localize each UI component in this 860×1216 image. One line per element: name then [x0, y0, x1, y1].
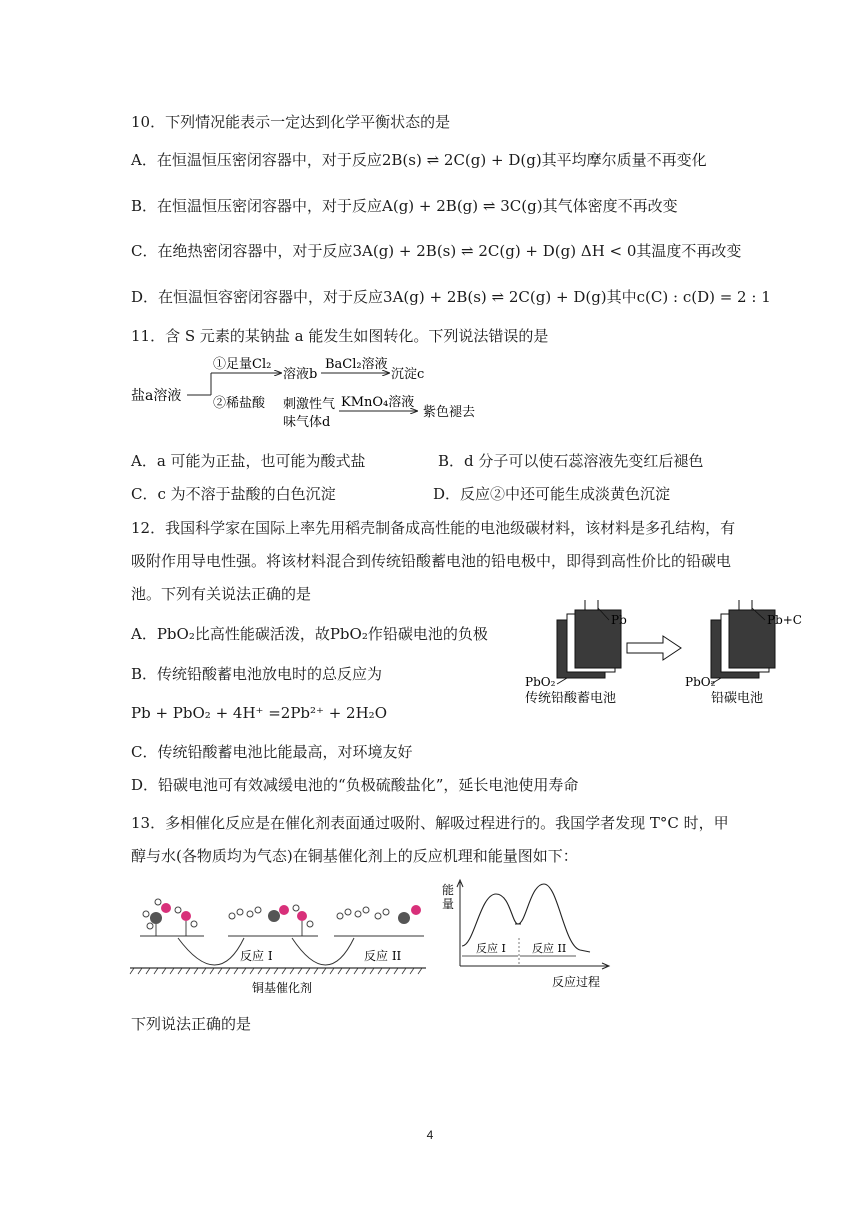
q12-stem-3: 池。下列有关说法正确的是	[131, 585, 312, 603]
q12-battery-figure	[515, 598, 815, 710]
right-pbc-label: Pb+C	[767, 613, 802, 627]
purple-fade: 紫色褪去	[423, 405, 476, 420]
q10-option-d: D．在恒温恒容密闭容器中，对于反应3A(g) + 2B(s) ⇌ 2C(g) + D(g)其中c(C) : c(D) = 2 : 1	[131, 288, 771, 306]
x-axis-label: 反应过程	[552, 975, 601, 989]
left-pbo2-label: PbO₂	[525, 675, 556, 689]
left-caption: 传统铅酸蓄电池	[525, 691, 617, 706]
energy-label-1: 能	[442, 883, 455, 897]
methanol-molecule	[143, 899, 171, 936]
q13-tail: 下列说法正确的是	[131, 1015, 252, 1033]
q12-option-d: D．铅碳电池可有效减缓电池的“负极硫酸盐化”，延长电池使用寿命	[131, 776, 579, 794]
reagent-cl2: ①足量Cl₂	[213, 357, 272, 372]
q10-option-b: B．在恒温恒压密闭容器中，对于反应A(g) + 2B(g) ⇌ 3C(g)其气体密度不再改变	[131, 197, 678, 215]
gas-d-line1: 刺激性气	[283, 397, 336, 412]
q13-mechanism-figure	[128, 880, 428, 998]
q11-option-a: A．a 可能为正盐，也可能为酸式盐	[131, 452, 366, 470]
precipitate-c: 沉淀c	[391, 367, 425, 382]
q11-option-d: D．反应②中还可能生成淡黄色沉淀	[433, 485, 671, 503]
intermediate-molecules	[229, 905, 313, 936]
q11-flow-diagram	[125, 352, 505, 434]
reagent-hcl: ②稀盐酸	[213, 396, 266, 411]
q11-option-c: C．c 为不溶于盐酸的白色沉淀	[131, 485, 336, 503]
energy-label-2: 量	[442, 897, 455, 911]
right-caption: 铅碳电池	[711, 691, 764, 706]
q10-option-a: A．在恒温恒压密闭容器中，对于反应2B(s) ⇌ 2C(g) + D(g)其平均摩尔质量不再变化	[131, 151, 707, 169]
reaction-1-label: 反应 I	[240, 949, 273, 963]
reaction-1-arrow	[178, 938, 244, 965]
q10-stem: 10．下列情况能表示一定达到化学平衡状态的是	[131, 113, 451, 131]
solution-b: 溶液b	[283, 367, 318, 382]
reagent-kmno4: KMnO₄溶液	[341, 395, 415, 410]
q12-option-a: A．PbO₂比高性能碳活泼，故PbO₂作铅碳电池的负极	[131, 625, 488, 643]
page-number: 4	[426, 1128, 434, 1142]
q13-stem-2: 醇与水(各物质均为气态)在铜基催化剂上的反应机理和能量图如下：	[131, 847, 578, 865]
q11-option-b: B．d 分子可以使石蕊溶液先变红后褪色	[438, 452, 704, 470]
left-pb-label: Pb	[611, 613, 627, 627]
q12-option-c: C．传统铅酸蓄电池比能最高，对环境友好	[131, 743, 413, 761]
energy-reaction-2: 反应 II	[532, 942, 567, 955]
hollow-arrow	[627, 636, 681, 660]
q12-option-b: B．传统铅酸蓄电池放电时的总反应为	[131, 665, 383, 683]
q12-stem-2: 吸附作用导电性强。将该材料混合到传统铅酸蓄电池的铅电极中，即得到高性价比的铅碳电	[131, 552, 732, 570]
salt-a-label: 盐a溶液	[131, 388, 182, 404]
water-molecule-1	[175, 907, 197, 936]
energy-reaction-1: 反应 I	[476, 942, 506, 955]
gas-d-line2: 味气体d	[283, 415, 331, 430]
right-pbo2-label: PbO₂	[685, 675, 716, 689]
lead-carbon-battery	[711, 600, 775, 684]
q13-stem-1: 13．多相催化反应是在催化剂表面通过吸附、解吸过程进行的。我国学者发现 T°C 时，甲	[131, 814, 729, 832]
q11-stem: 11．含 S 元素的某钠盐 a 能发生如图转化。下列说法错误的是	[131, 327, 549, 345]
catalyst-label: 铜基催化剂	[252, 981, 313, 995]
reagent-bacl2: BaCl₂溶液	[325, 357, 388, 372]
q12-stem-1: 12．我国科学家在国际上率先用稻壳制备成高性能的电池级碳材料，该材料是多孔结构，有	[131, 519, 736, 537]
q12-option-b-equation: Pb + PbO₂ + 4H⁺ =2Pb²⁺ + 2H₂O	[131, 704, 387, 722]
reaction-2-label: 反应 II	[364, 949, 402, 963]
reaction-2-arrow	[292, 938, 354, 965]
product-molecules	[337, 905, 421, 924]
q10-option-c: C．在绝热密闭容器中，对于反应3A(g) + 2B(s) ⇌ 2C(g) + D(g) ΔH < 0其温度不再改变	[131, 242, 742, 260]
q13-energy-diagram	[440, 876, 620, 994]
